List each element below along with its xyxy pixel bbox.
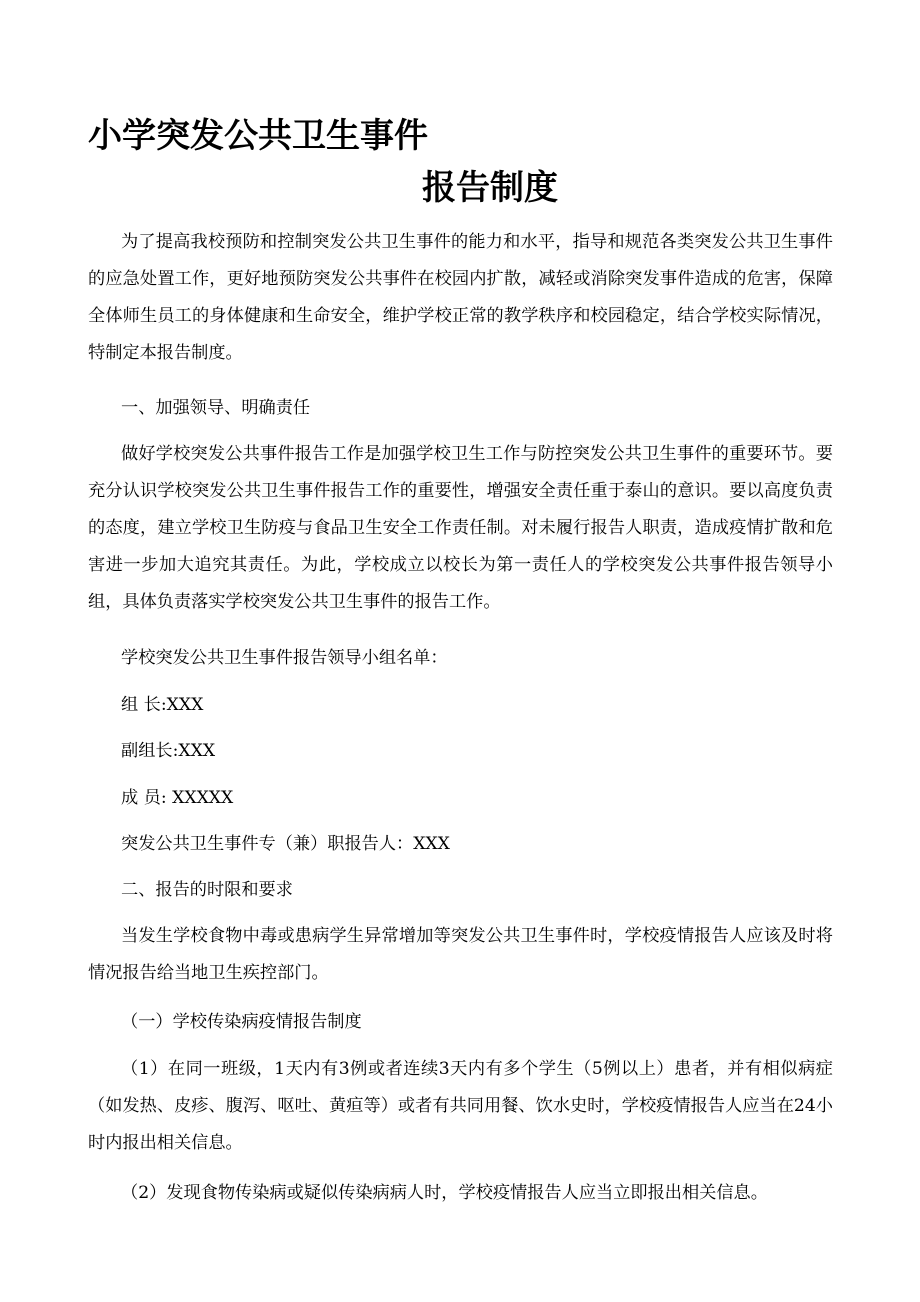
document-title-line1: 小学突发公共卫生事件	[88, 116, 428, 156]
section1-heading: 一、加强领导、明确责任	[121, 398, 311, 418]
deputy-leader: 副组长:XXX	[121, 741, 216, 761]
section2-paragraph: 当发生学校食物中毒或患病学生异常增加等突发公共卫生事件时，学校疫情报告人应该及时将情况报告给当地卫生疾控部门。	[88, 926, 833, 983]
designated-reporter: 突发公共卫生事件专（兼）职报告人：XXX	[121, 834, 450, 854]
intro-paragraph: 为了提高我校预防和控制突发公共卫生事件的能力和水平，指导和规范各类突发公共卫生事件的应急处置工作，更好地预防突发公共事件在校园内扩散，减轻或消除突发事件造成的危害，保障全体师生员工的身体健康和生命安全，维护学校正常的教学秩序和校园稳定，结合学校实际情况，特制定本报告制度。	[88, 232, 833, 363]
subsection1-heading: （一）学校传染病疫情报告制度	[121, 1012, 362, 1032]
item2-paragraph: （2）发现食物传染病或疑似传染病病人时，学校疫情报告人应当立即报出相关信息。	[121, 1183, 768, 1203]
team-members: 成 员: XXXXX	[121, 788, 234, 808]
document-title-line2: 报告制度	[422, 168, 558, 208]
team-list-heading: 学校突发公共卫生事件报告领导小组名单：	[121, 648, 448, 668]
team-leader: 组 长:XXX	[121, 695, 204, 715]
section2-heading: 二、报告的时限和要求	[121, 880, 293, 900]
item1-paragraph: （1）在同一班级，1天内有3例或者连续3天内有多个学生（5例以上）患者，并有相似病症（如发热、皮疹、腹泻、呕吐、黄疸等）或者有共同用餐、饮水史时，学校疫情报告人应当在24小时内报出相关信息。	[88, 1059, 833, 1153]
section1-paragraph: 做好学校突发公共事件报告工作是加强学校卫生工作与防控突发公共卫生事件的重要环节。要充分认识学校突发公共卫生事件报告工作的重要性，增强安全责任重于泰山的意识。要以高度负责的态度，建立学校卫生防疫与食品卫生安全工作责任制。对未履行报告人职责，造成疫情扩散和危害进一步加大追究其责任。为此，学校成立以校长为第一责任人的学校突发公共事件报告领导小组，具体负责落实学校突发公共卫生事件的报告工作。	[88, 444, 833, 612]
